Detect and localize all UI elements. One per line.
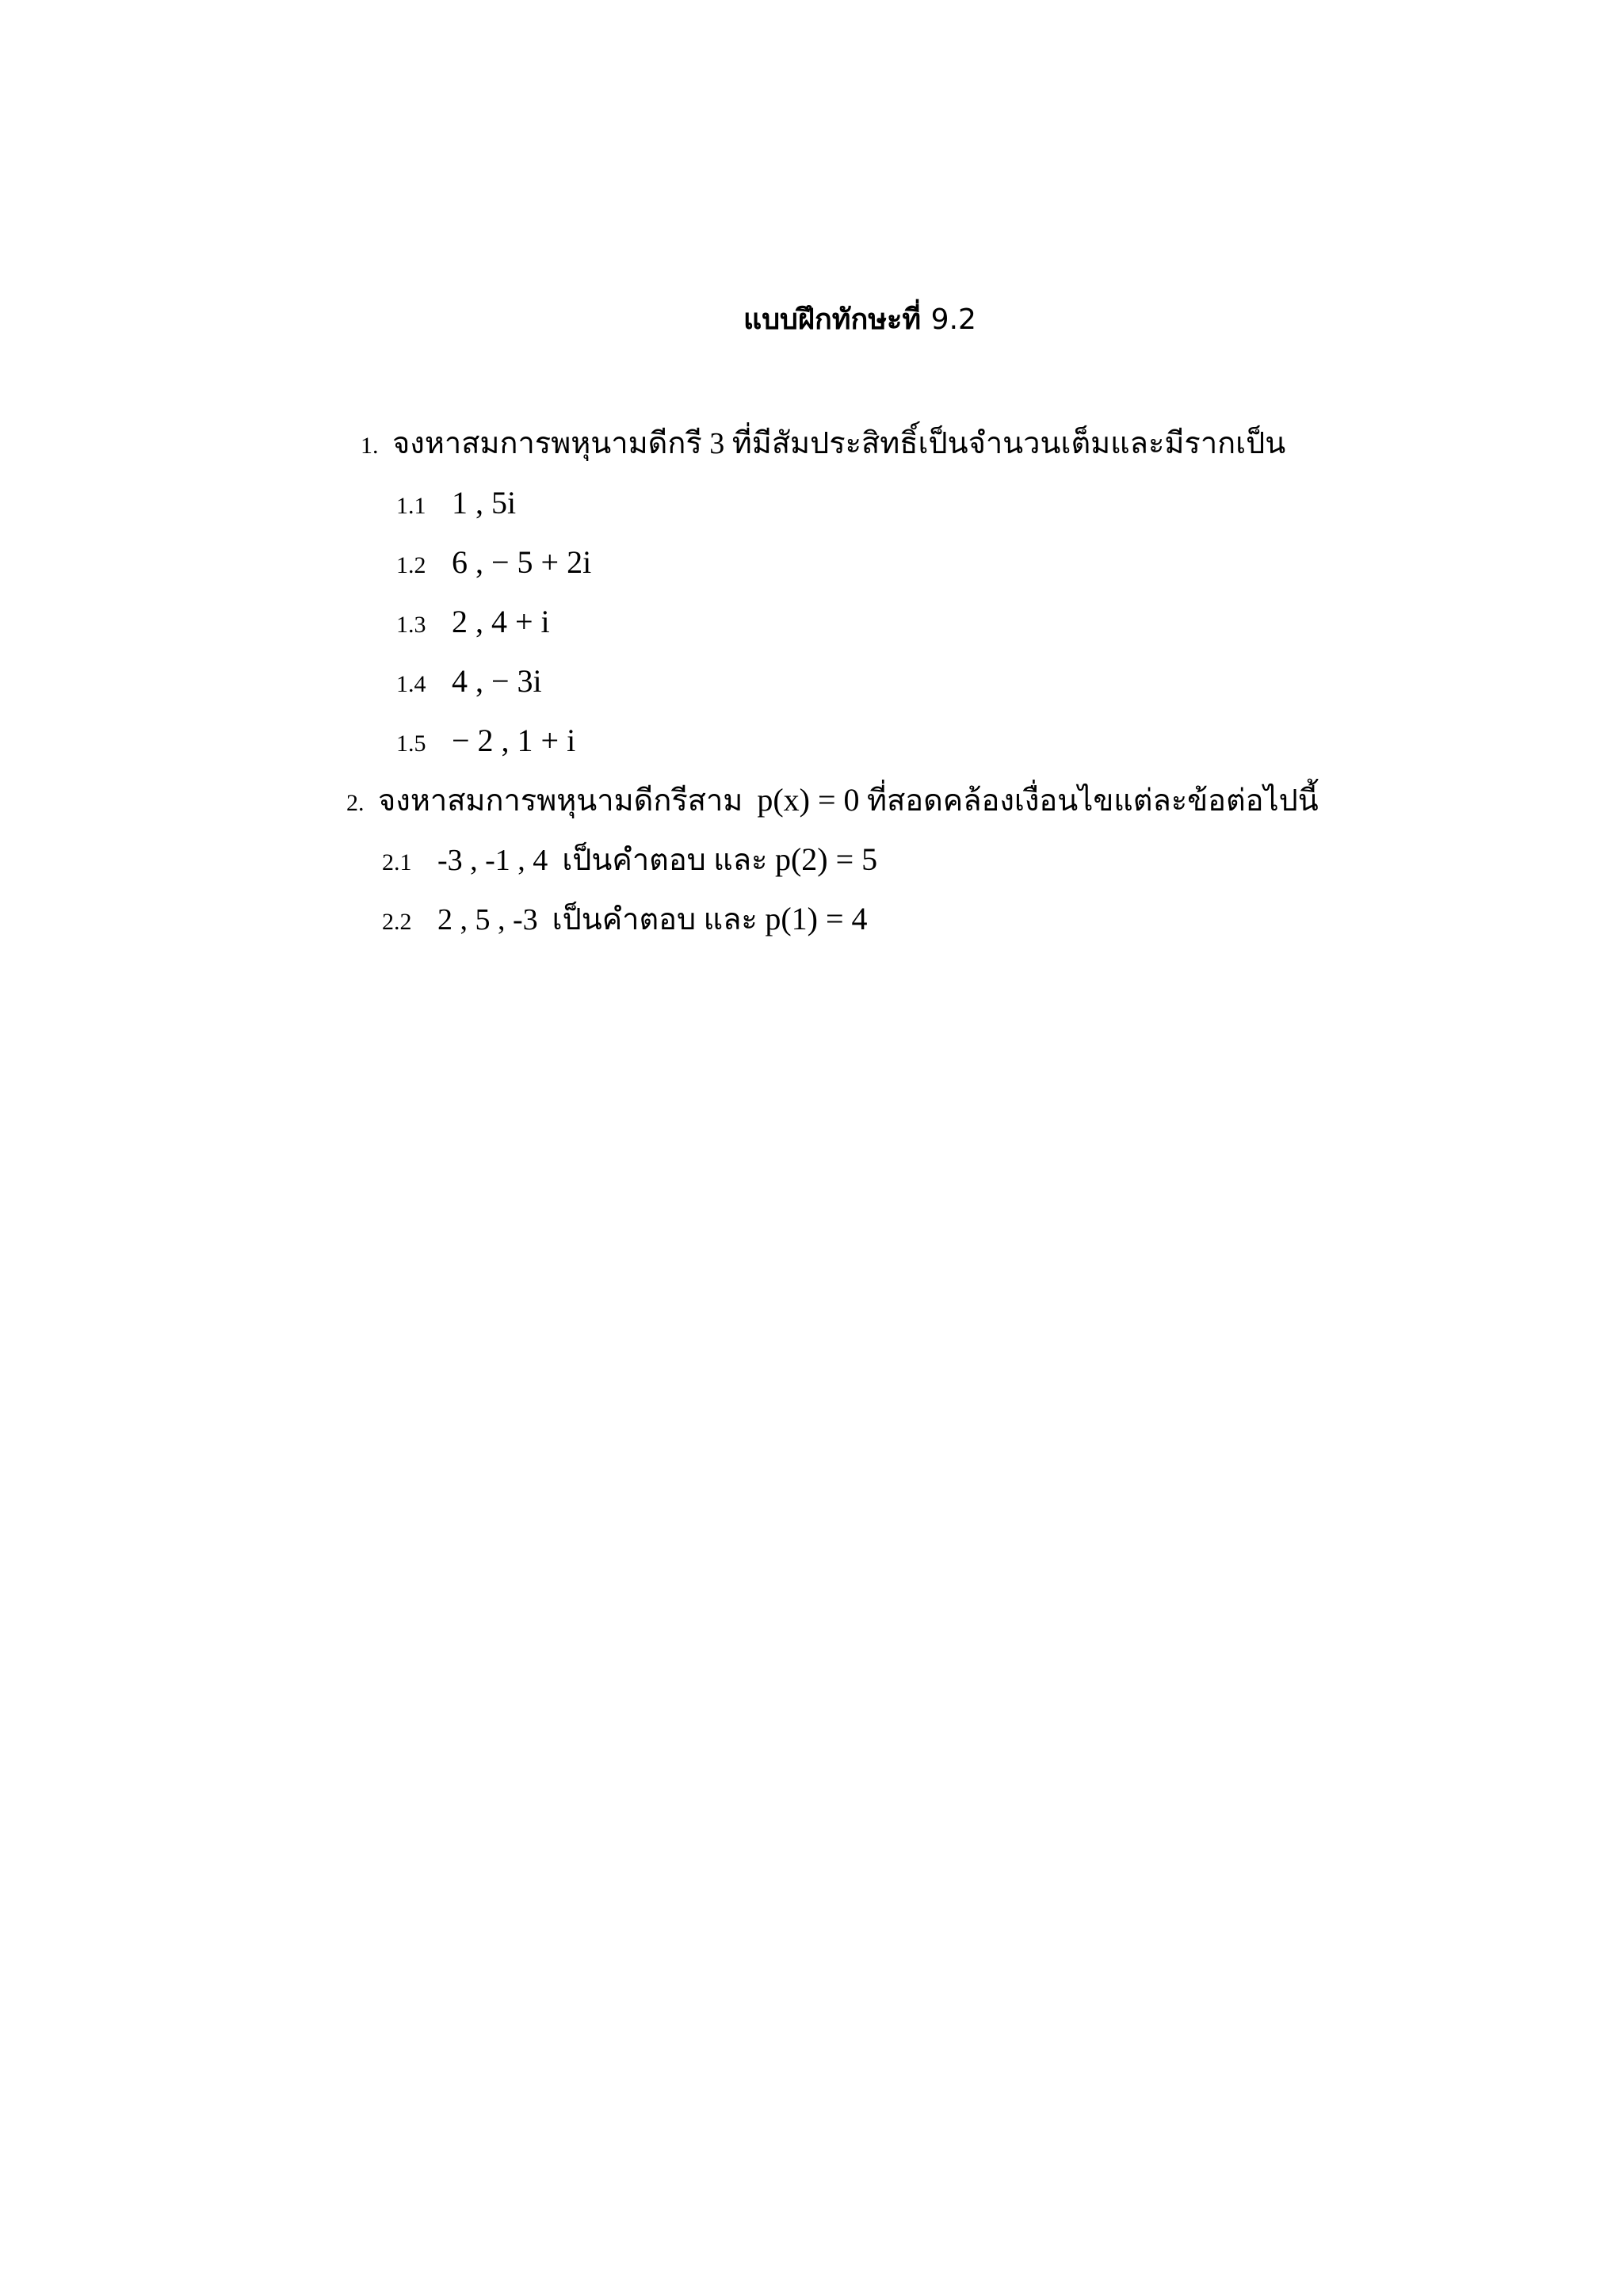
item-roots: 2 , 5 , -3 bbox=[437, 903, 538, 936]
page-title bbox=[743, 296, 976, 344]
question-2 bbox=[346, 776, 1319, 827]
question-2-label: 2. bbox=[346, 790, 365, 816]
item-label: 1.4 bbox=[396, 671, 426, 697]
question-2-equation: p(x) = 0 bbox=[757, 782, 860, 818]
item-text: เป็นคำตอบ และ bbox=[552, 903, 758, 936]
question-2-text-before: จงหาสมการพหุนามดีกรีสาม bbox=[378, 784, 743, 818]
question-1-2 bbox=[396, 539, 591, 589]
item-roots: 4 , − 3i bbox=[452, 663, 542, 699]
item-roots: 1 , 5i bbox=[452, 485, 517, 521]
item-roots: − 2 , 1 + i bbox=[452, 723, 576, 758]
question-1-3 bbox=[396, 598, 550, 649]
item-label: 2.1 bbox=[382, 849, 412, 875]
question-1-1 bbox=[396, 479, 516, 530]
item-condition: p(1) = 4 bbox=[765, 901, 868, 936]
question-1 bbox=[361, 420, 1285, 470]
item-roots: -3 , -1 , 4 bbox=[437, 844, 548, 877]
item-label: 1.5 bbox=[396, 730, 426, 757]
item-label: 2.2 bbox=[382, 909, 412, 935]
question-2-text-after: ที่สอดคล้องเงื่อนไขแต่ละข้อต่อไปนี้ bbox=[867, 784, 1319, 818]
item-condition: p(2) = 5 bbox=[774, 841, 878, 877]
item-roots: 2 , 4 + i bbox=[452, 604, 550, 639]
title-number: 9.2 bbox=[930, 303, 976, 336]
question-1-5 bbox=[396, 717, 575, 768]
item-label: 1.3 bbox=[396, 612, 426, 638]
question-2-2 bbox=[382, 895, 868, 946]
question-2-1 bbox=[382, 836, 877, 887]
question-1-text: จงหาสมการพหุนามดีกรี 3 ที่มีสัมประสิทธิ์เป็นจำนวนเต็มและมีรากเป็น bbox=[392, 427, 1286, 460]
item-label: 1.2 bbox=[396, 552, 426, 578]
question-1-label: 1. bbox=[361, 433, 379, 459]
item-text: เป็นคำตอบ และ bbox=[562, 844, 768, 877]
item-roots: 6 , − 5 + 2i bbox=[452, 544, 592, 580]
item-label: 1.1 bbox=[396, 493, 426, 519]
title-text: แบบฝึกทักษะที่ bbox=[743, 303, 922, 336]
question-1-4 bbox=[396, 658, 542, 708]
